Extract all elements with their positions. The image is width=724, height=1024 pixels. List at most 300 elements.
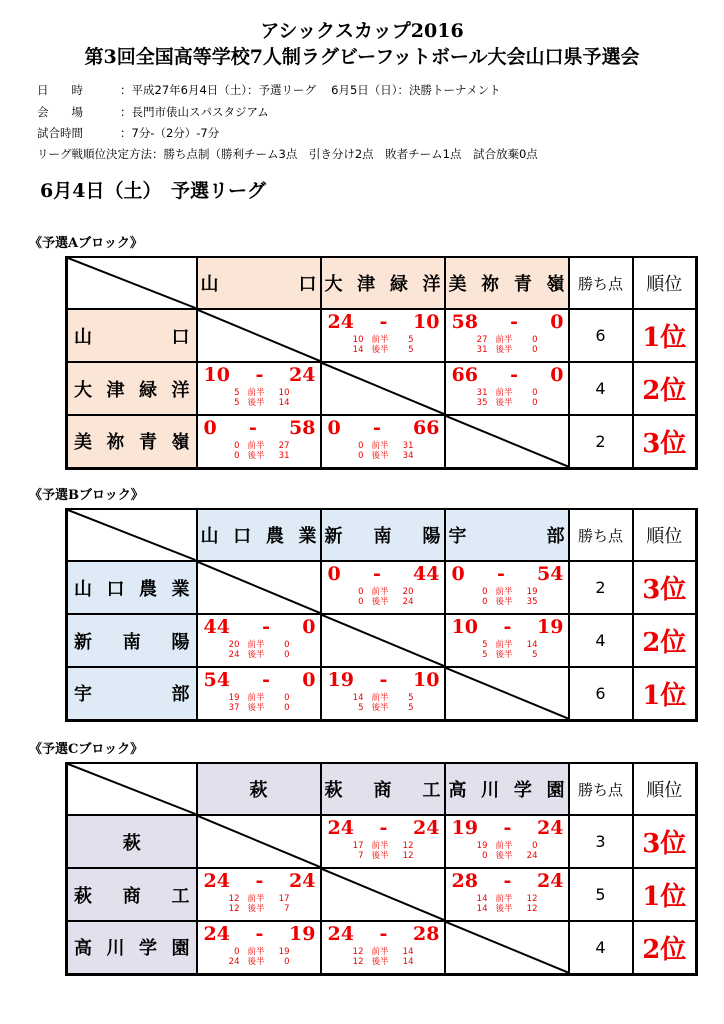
match-score xyxy=(204,417,316,439)
team-name xyxy=(74,628,190,654)
half-away-score: 17 xyxy=(278,894,290,904)
team-name-char: 青 xyxy=(513,274,532,295)
rank-value: 3位 xyxy=(633,415,697,468)
info-ranking-method xyxy=(37,146,538,162)
half-label: 後半 xyxy=(371,957,389,967)
info-venue-value: ：長門市俵山スパスタジアム xyxy=(120,105,269,119)
score-dash: - xyxy=(379,311,388,333)
half-label: 後半 xyxy=(247,957,265,967)
match-score xyxy=(328,417,440,439)
match-score xyxy=(452,616,564,638)
half-home-score: 37 xyxy=(228,703,240,713)
corner-cell xyxy=(67,509,197,561)
half-away-score: 14 xyxy=(526,640,538,650)
match-score xyxy=(204,364,316,386)
column-team-header xyxy=(321,763,445,815)
half-away-score: 7 xyxy=(284,904,290,914)
team-name-char: 部 xyxy=(171,684,190,706)
team-name-char: 高 xyxy=(448,780,467,801)
half-label: 前半 xyxy=(247,388,265,398)
team-name-char: 萩 xyxy=(74,885,92,907)
half-away-score: 5 xyxy=(532,650,538,660)
home-score: 0 xyxy=(451,563,465,585)
team-name-char: 川 xyxy=(106,938,125,960)
team-name-char: 商 xyxy=(373,780,392,801)
home-score: 54 xyxy=(203,669,230,691)
column-team-header xyxy=(197,257,321,309)
points-value: 2 xyxy=(569,415,633,468)
match-score xyxy=(328,923,440,945)
score-dash: - xyxy=(255,870,264,892)
table-row xyxy=(67,309,697,362)
half-label: 前半 xyxy=(495,841,513,851)
team-name-char: 大 xyxy=(324,274,343,295)
team-name-char: 洋 xyxy=(422,274,441,295)
score-dash: - xyxy=(372,563,381,585)
team-name-char: 美 xyxy=(74,432,92,454)
team-name-char: 工 xyxy=(171,885,190,907)
half-label: 後半 xyxy=(247,650,265,660)
half-home-score: 10 xyxy=(352,335,364,345)
row-team-header xyxy=(67,667,197,720)
rank-value: 2位 xyxy=(633,614,697,667)
row-team-header xyxy=(67,868,197,921)
home-score: 24 xyxy=(327,923,354,945)
match-cell xyxy=(321,614,445,667)
half-away-score: 0 xyxy=(532,841,538,851)
team-name-char: 萩 xyxy=(249,780,268,801)
half-label: 後半 xyxy=(371,703,389,713)
team-name xyxy=(325,776,441,802)
team-name-char: 宇 xyxy=(448,526,467,547)
match-cell xyxy=(321,921,445,974)
diagonal-line xyxy=(68,258,196,308)
half-home-score: 0 xyxy=(234,441,240,451)
points-header: 勝ち点 xyxy=(569,257,633,309)
match-cell xyxy=(197,362,321,415)
half-away-score: 35 xyxy=(526,597,538,607)
half-home-score: 14 xyxy=(476,894,488,904)
match-cell xyxy=(445,614,569,667)
half-away-score: 5 xyxy=(408,335,414,345)
team-name-char: 陽 xyxy=(171,631,190,653)
team-name-char: 萩 xyxy=(324,780,343,801)
half-label: 前半 xyxy=(495,640,513,650)
score-dash: - xyxy=(379,923,388,945)
half-away-score: 24 xyxy=(526,851,538,861)
team-name-char: 南 xyxy=(122,631,141,653)
away-score: 54 xyxy=(537,563,564,585)
match-cell xyxy=(445,561,569,614)
team-name-char: 山 xyxy=(200,274,219,295)
team-name-char: 陽 xyxy=(422,526,441,547)
half-home-score: 0 xyxy=(358,597,364,607)
team-name-char: 美 xyxy=(448,274,467,295)
info-date-label: 日 時 xyxy=(37,83,83,97)
score-dash: - xyxy=(372,417,381,439)
diagonal-line xyxy=(198,562,320,613)
diagonal-line xyxy=(446,922,568,973)
points-value: 3 xyxy=(569,815,633,868)
diagonal-line xyxy=(198,310,320,361)
team-name xyxy=(74,323,190,349)
match-cell xyxy=(321,815,445,868)
team-name-char: 口 xyxy=(171,326,190,348)
team-name-char: 緑 xyxy=(139,379,157,401)
team-name-char: 商 xyxy=(122,885,141,907)
team-name-char: 嶺 xyxy=(546,274,565,295)
match-cell xyxy=(321,362,445,415)
half-label: 後半 xyxy=(495,398,513,408)
table-row xyxy=(67,868,697,921)
info-match-time-label: 試合時間 xyxy=(37,126,83,140)
team-name xyxy=(74,376,190,402)
score-dash: - xyxy=(248,417,257,439)
home-score: 0 xyxy=(203,417,217,439)
row-team-header xyxy=(67,362,197,415)
half-away-score: 0 xyxy=(284,640,290,650)
away-score: 10 xyxy=(413,311,440,333)
team-name-char: 口 xyxy=(298,274,317,295)
score-dash: - xyxy=(262,616,271,638)
score-dash: - xyxy=(510,364,519,386)
home-score: 66 xyxy=(451,364,478,386)
team-name xyxy=(74,882,190,908)
half-home-score: 14 xyxy=(476,904,488,914)
row-team-header xyxy=(67,614,197,667)
score-dash: - xyxy=(496,563,505,585)
team-name-char: 園 xyxy=(171,938,190,960)
team-name-char: 新 xyxy=(74,631,92,653)
team-name xyxy=(74,575,190,601)
match-score xyxy=(328,817,440,839)
half-home-score: 24 xyxy=(228,650,240,660)
half-label: 前半 xyxy=(247,640,265,650)
points-value: 6 xyxy=(569,309,633,362)
team-name-char: 津 xyxy=(357,274,376,295)
team-name xyxy=(449,776,565,802)
diagonal-line xyxy=(322,615,444,666)
match-score xyxy=(452,364,564,386)
half-away-score: 0 xyxy=(532,398,538,408)
match-score xyxy=(452,563,564,585)
rank-value: 2位 xyxy=(633,362,697,415)
half-home-score: 0 xyxy=(358,587,364,597)
team-name-char: 緑 xyxy=(389,274,408,295)
table-row xyxy=(67,561,697,614)
points-value: 5 xyxy=(569,868,633,921)
title-line-1: アシックスカップ2016 xyxy=(260,20,464,42)
team-name xyxy=(449,270,565,296)
half-label: 前半 xyxy=(371,693,389,703)
half-away-score: 0 xyxy=(284,693,290,703)
rank-value: 1位 xyxy=(633,667,697,720)
half-away-score: 12 xyxy=(402,841,414,851)
points-value: 2 xyxy=(569,561,633,614)
corner-cell xyxy=(67,763,197,815)
team-name-char: 学 xyxy=(139,938,157,960)
score-dash: - xyxy=(255,364,264,386)
team-name xyxy=(325,270,441,296)
diagonal-line xyxy=(446,416,568,467)
half-home-score: 19 xyxy=(476,841,488,851)
team-name-char: 口 xyxy=(106,578,125,600)
half-away-score: 5 xyxy=(408,345,414,355)
team-name xyxy=(74,829,190,855)
match-cell xyxy=(197,614,321,667)
team-name-char: 祢 xyxy=(481,274,500,295)
title-line-2: 第3回全国高等学校7人制ラグビーフットボール大会山口県予選会 xyxy=(84,46,640,68)
half-home-score: 12 xyxy=(352,957,364,967)
table-row xyxy=(67,667,697,720)
half-home-score: 0 xyxy=(234,451,240,461)
away-score: 0 xyxy=(302,669,316,691)
match-cell xyxy=(197,921,321,974)
match-score xyxy=(328,311,440,333)
match-score xyxy=(452,870,564,892)
half-away-score: 12 xyxy=(526,904,538,914)
info-ranking-value: ：勝ち点制（勝利チーム3点 引き分け2点 敗者チーム1点 試合放棄0点 xyxy=(152,147,538,161)
half-label: 前半 xyxy=(371,587,389,597)
points-value: 4 xyxy=(569,921,633,974)
half-label: 後半 xyxy=(495,345,513,355)
half-home-score: 12 xyxy=(228,904,240,914)
rank-value: 1位 xyxy=(633,868,697,921)
half-away-score: 31 xyxy=(278,451,290,461)
away-score: 0 xyxy=(550,364,564,386)
diagonal-line xyxy=(68,764,196,814)
row-team-header xyxy=(67,309,197,362)
score-dash: - xyxy=(379,669,388,691)
half-away-score: 12 xyxy=(402,851,414,861)
half-label: 後半 xyxy=(371,451,389,461)
block-label: 《予選Cブロック》 xyxy=(29,742,144,757)
score-dash: - xyxy=(503,870,512,892)
match-cell xyxy=(445,415,569,468)
half-away-score: 14 xyxy=(402,947,414,957)
rank-header: 順位 xyxy=(633,257,697,309)
half-away-score: 19 xyxy=(526,587,538,597)
points-value: 6 xyxy=(569,667,633,720)
team-name-char: 南 xyxy=(373,526,392,547)
away-score: 58 xyxy=(289,417,316,439)
table-row xyxy=(67,921,697,974)
half-label: 後半 xyxy=(495,904,513,914)
score-dash: - xyxy=(510,311,519,333)
half-away-score: 20 xyxy=(402,587,414,597)
match-score xyxy=(328,563,440,585)
half-home-score: 0 xyxy=(482,597,488,607)
half-away-score: 5 xyxy=(408,693,414,703)
half-home-score: 27 xyxy=(476,335,488,345)
info-match-time xyxy=(37,125,219,141)
points-header: 勝ち点 xyxy=(569,763,633,815)
half-home-score: 5 xyxy=(234,388,240,398)
half-label: 前半 xyxy=(495,894,513,904)
half-home-score: 5 xyxy=(234,398,240,408)
match-cell xyxy=(197,868,321,921)
team-name xyxy=(201,522,317,548)
diagonal-line xyxy=(68,510,196,560)
points-value: 4 xyxy=(569,614,633,667)
table-row xyxy=(67,362,697,415)
team-name xyxy=(449,522,565,548)
rank-value: 3位 xyxy=(633,815,697,868)
half-home-score: 35 xyxy=(476,398,488,408)
half-home-score: 0 xyxy=(358,441,364,451)
half-home-score: 7 xyxy=(358,851,364,861)
half-label: 前半 xyxy=(371,335,389,345)
half-label: 前半 xyxy=(247,894,265,904)
match-cell xyxy=(445,362,569,415)
half-home-score: 14 xyxy=(352,345,364,355)
half-home-score: 14 xyxy=(352,693,364,703)
team-name-char: 部 xyxy=(546,526,565,547)
corner-cell xyxy=(67,257,197,309)
match-cell xyxy=(197,667,321,720)
half-away-score: 0 xyxy=(532,388,538,398)
half-away-score: 31 xyxy=(402,441,414,451)
match-score xyxy=(204,923,316,945)
half-home-score: 20 xyxy=(228,640,240,650)
half-label: 後半 xyxy=(371,597,389,607)
column-team-header xyxy=(445,763,569,815)
half-label: 前半 xyxy=(371,441,389,451)
block-results-table xyxy=(65,256,698,470)
half-home-score: 24 xyxy=(228,957,240,967)
half-away-score: 14 xyxy=(402,957,414,967)
row-team-header xyxy=(67,561,197,614)
match-cell xyxy=(197,815,321,868)
match-cell xyxy=(445,815,569,868)
match-cell xyxy=(321,868,445,921)
rank-header: 順位 xyxy=(633,763,697,815)
column-team-header xyxy=(197,763,321,815)
home-score: 24 xyxy=(203,923,230,945)
match-score xyxy=(452,817,564,839)
team-name-char: 川 xyxy=(481,780,500,801)
half-away-score: 0 xyxy=(284,650,290,660)
away-score: 0 xyxy=(302,616,316,638)
table-row xyxy=(67,614,697,667)
team-name-char: 工 xyxy=(422,780,441,801)
team-name xyxy=(74,680,190,706)
match-score xyxy=(328,669,440,691)
half-away-score: 27 xyxy=(278,441,290,451)
info-date xyxy=(37,82,501,98)
half-away-score: 14 xyxy=(278,398,290,408)
info-match-time-value: ：7分-（2分）-7分 xyxy=(120,126,220,140)
half-label: 後半 xyxy=(247,904,265,914)
half-home-score: 0 xyxy=(482,851,488,861)
half-label: 前半 xyxy=(495,587,513,597)
half-home-score: 19 xyxy=(228,693,240,703)
table-row xyxy=(67,815,697,868)
half-away-score: 0 xyxy=(532,335,538,345)
half-label: 前半 xyxy=(495,335,513,345)
half-home-score: 12 xyxy=(352,947,364,957)
team-name-char: 宇 xyxy=(74,684,92,706)
row-team-header xyxy=(67,921,197,974)
team-name-char: 山 xyxy=(200,526,219,547)
team-name-char: 山 xyxy=(74,326,92,348)
home-score: 24 xyxy=(327,311,354,333)
match-score xyxy=(204,669,316,691)
away-score: 19 xyxy=(289,923,316,945)
team-name-char: 青 xyxy=(139,432,157,454)
team-name-char: 口 xyxy=(233,526,252,547)
rank-value: 2位 xyxy=(633,921,697,974)
half-home-score: 5 xyxy=(482,640,488,650)
away-score: 10 xyxy=(413,669,440,691)
away-score: 24 xyxy=(289,870,316,892)
half-away-score: 24 xyxy=(402,597,414,607)
points-value: 4 xyxy=(569,362,633,415)
team-name-char: 新 xyxy=(324,526,343,547)
half-away-score: 0 xyxy=(284,957,290,967)
match-cell xyxy=(445,921,569,974)
match-score xyxy=(204,870,316,892)
half-away-score: 19 xyxy=(278,947,290,957)
day-heading: 6月4日（土） 予選リーグ xyxy=(40,180,266,202)
home-score: 10 xyxy=(451,616,478,638)
home-score: 0 xyxy=(327,417,341,439)
row-team-header xyxy=(67,415,197,468)
half-home-score: 0 xyxy=(482,587,488,597)
home-score: 24 xyxy=(327,817,354,839)
half-label: 後半 xyxy=(371,851,389,861)
team-name-char: 学 xyxy=(513,780,532,801)
column-team-header xyxy=(197,509,321,561)
team-name-char: 嶺 xyxy=(171,432,190,454)
team-name xyxy=(201,270,317,296)
half-away-score: 12 xyxy=(526,894,538,904)
home-score: 28 xyxy=(451,870,478,892)
match-cell xyxy=(321,561,445,614)
team-name-char: 園 xyxy=(546,780,565,801)
block-results-table xyxy=(65,508,698,722)
info-venue xyxy=(37,104,269,120)
away-score: 24 xyxy=(289,364,316,386)
half-label: 後半 xyxy=(495,650,513,660)
match-cell xyxy=(445,868,569,921)
half-label: 前半 xyxy=(247,693,265,703)
half-away-score: 5 xyxy=(408,703,414,713)
diagonal-line xyxy=(446,668,568,719)
match-cell xyxy=(321,667,445,720)
team-name-char: 業 xyxy=(298,526,317,547)
match-score xyxy=(204,616,316,638)
team-name xyxy=(74,428,190,454)
diagonal-line xyxy=(322,363,444,414)
half-home-score: 12 xyxy=(228,894,240,904)
home-score: 10 xyxy=(203,364,230,386)
home-score: 19 xyxy=(451,817,478,839)
match-cell xyxy=(445,667,569,720)
half-label: 後半 xyxy=(247,703,265,713)
home-score: 19 xyxy=(327,669,354,691)
match-score xyxy=(452,311,564,333)
half-home-score: 5 xyxy=(482,650,488,660)
team-name xyxy=(325,522,441,548)
half-home-score: 5 xyxy=(358,703,364,713)
away-score: 44 xyxy=(413,563,440,585)
team-name-char: 津 xyxy=(106,379,125,401)
half-home-score: 0 xyxy=(234,947,240,957)
home-score: 24 xyxy=(203,870,230,892)
score-dash: - xyxy=(379,817,388,839)
half-away-score: 10 xyxy=(278,388,290,398)
